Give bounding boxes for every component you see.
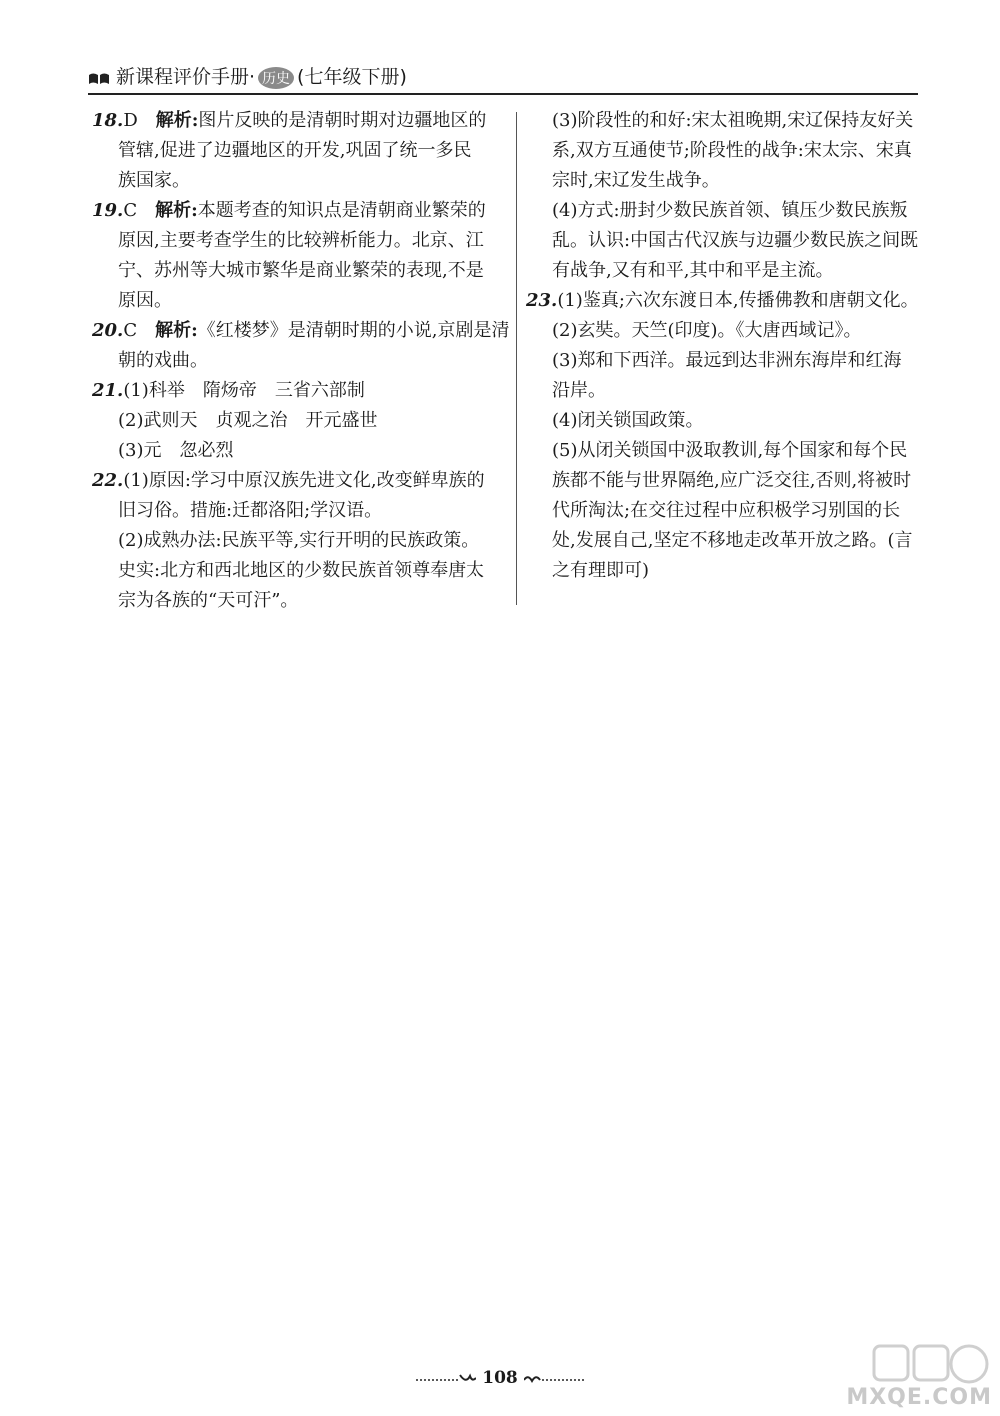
answer-text: 朝的戏曲。 — [118, 350, 208, 371]
answer-text: (1)科举 隋炀帝 三省六部制 — [123, 380, 365, 401]
answer-text: 图片反映的是清朝时期对边疆地区的 — [198, 110, 487, 131]
answer-choice: C — [123, 200, 138, 221]
analysis-label: 解析: — [155, 320, 198, 341]
answer-text: 原因。 — [118, 290, 172, 311]
left-column — [92, 106, 510, 616]
answer-text: 原因,主要考查学生的比较辨析能力。北京、江 — [118, 230, 484, 251]
answer-text: 《红楼梦》是清朝时期的小说,京剧是清 — [197, 320, 510, 341]
answer-text: 处,发展自己,坚定不移地走改革开放之路。(言 — [552, 530, 913, 551]
answer-text: (3)郑和下西洋。最远到达非洲东海岸和红海 — [552, 350, 902, 371]
answer-text: 旧习俗。措施:迁都洛阳;学汉语。 — [118, 500, 383, 521]
analysis-label: 解析: — [155, 110, 199, 131]
answer-text: 宗为各族的“天可汗”。 — [118, 590, 299, 611]
answer-text: (1)原因:学习中原汉族先进文化,改变鲜卑族的 — [123, 470, 485, 491]
right-ornament-icon — [524, 1372, 584, 1386]
answer-text: (3)阶段性的和好:宋太祖晚期,宋辽保持友好关 — [552, 110, 914, 131]
answer-text: (3)元 忽必烈 — [118, 440, 234, 461]
answer-text: 代所淘汰;在交往过程中应积极学习别国的长 — [552, 500, 901, 521]
header-divider — [88, 93, 918, 95]
answer-text: (2)玄奘。天竺(印度)。《大唐西域记》。 — [552, 320, 862, 341]
answer-text: 沿岸。 — [552, 380, 606, 401]
answer-18 — [92, 106, 504, 196]
answer-21 — [92, 376, 504, 466]
answer-text: 本题考查的知识点是清朝商业繁荣的 — [197, 200, 486, 221]
question-number: 21. — [92, 380, 124, 401]
answer-text: 族都不能与世界隔绝,应广泛交往,否则,将被时 — [552, 470, 912, 491]
answer-text: (4)方式:册封少数民族首领、镇压少数民族叛 — [552, 200, 908, 221]
answer-text: 有战争,又有和平,其中和平是主流。 — [552, 260, 834, 281]
question-number: 20. — [92, 320, 124, 341]
left-ornament-icon — [416, 1372, 476, 1386]
question-number: 23. — [526, 290, 558, 311]
answer-text: (5)从闭关锁国中汲取教训,每个国家和每个民 — [552, 440, 908, 461]
answer-22 — [92, 466, 504, 616]
watermark-text: MXQE.COM — [846, 1385, 992, 1410]
answer-19 — [92, 196, 504, 316]
question-number: 22. — [92, 470, 124, 491]
answer-text: 宗时,宋辽发生战争。 — [552, 170, 720, 191]
answer-choice: C — [123, 320, 138, 341]
answer-text: 系,双方互通使节;阶段性的战争:宋太宗、宋真 — [552, 140, 912, 161]
answer-text: 管辖,促进了边疆地区的开发,巩固了统一多民 — [118, 140, 472, 161]
answer-22-continued — [526, 106, 940, 286]
answer-text: 之有理即可) — [552, 560, 650, 581]
book-icon — [88, 71, 110, 85]
column-divider — [516, 112, 517, 605]
answer-text: (4)闭关锁国政策。 — [552, 410, 704, 431]
svg-text:历史: 历史 — [262, 70, 291, 87]
analysis-label: 解析: — [155, 200, 198, 221]
right-column — [526, 106, 940, 586]
answer-choice: D — [123, 110, 138, 131]
answer-text: 族国家。 — [118, 170, 190, 191]
answer-23 — [526, 286, 940, 586]
answer-text: 宁、苏州等大城市繁华是商业繁荣的表现,不是 — [118, 260, 484, 281]
header-title-suffix: (七年级下册) — [297, 66, 407, 88]
subject-logo — [257, 66, 295, 90]
answer-20 — [92, 316, 510, 376]
page-number: 108 — [482, 1368, 518, 1388]
question-number: 19. — [92, 200, 124, 221]
answer-text: (2)成熟办法:民族平等,实行开明的民族政策。 — [118, 530, 480, 551]
answer-text: (2)武则天 贞观之治 开元盛世 — [118, 410, 378, 431]
question-number: 18. — [92, 110, 124, 131]
answer-text: (1)鉴真;六次东渡日本,传播佛教和唐朝文化。 — [557, 290, 919, 311]
header-title-prefix: 新课程评价手册· — [116, 66, 256, 88]
page-header — [88, 62, 918, 92]
answer-text: 乱。认识:中国古代汉族与边疆少数民族之间既 — [552, 230, 919, 251]
answer-text: 史实:北方和西北地区的少数民族首领尊奉唐太 — [118, 560, 485, 581]
